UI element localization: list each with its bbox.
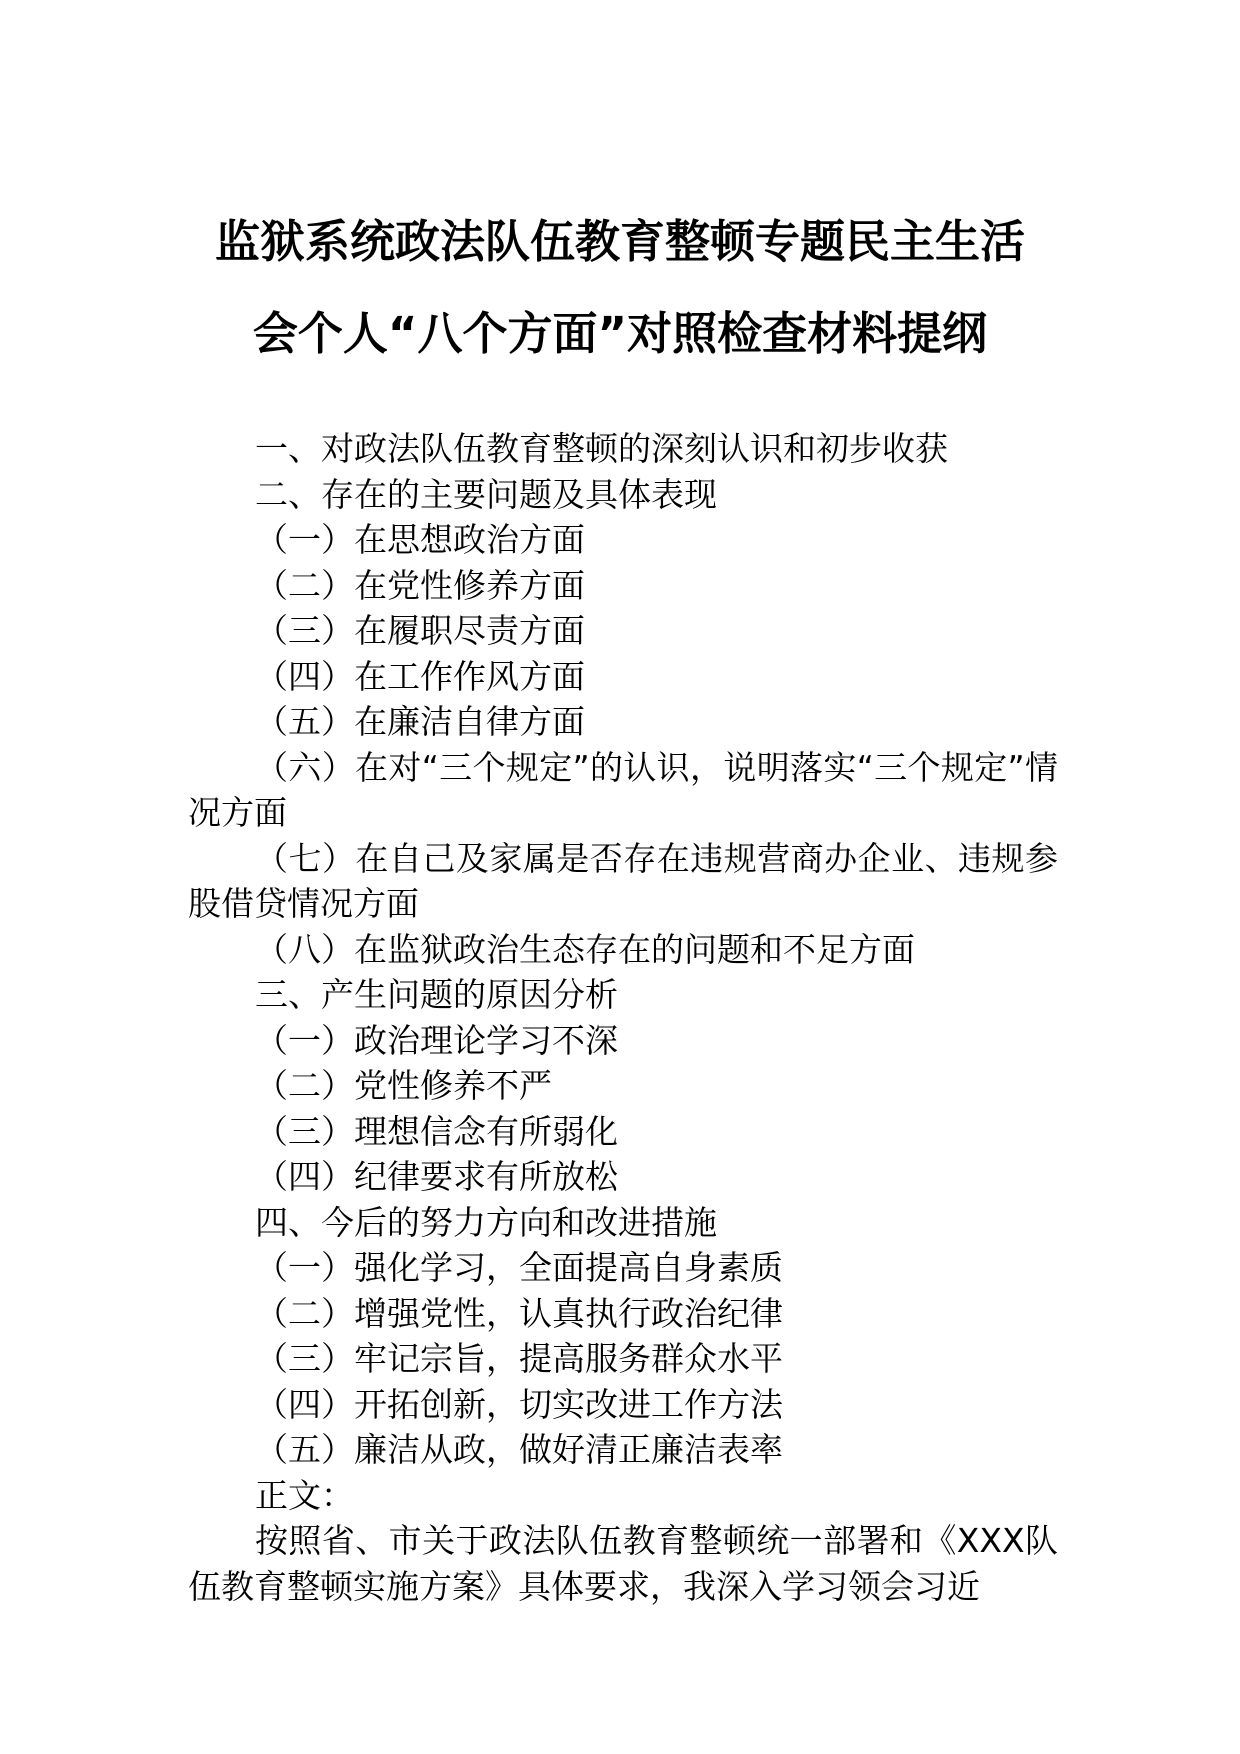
- outline-item: （八）在监狱政治生态存在的问题和不足方面: [255, 929, 915, 969]
- outline-item: （四）在工作作风方面: [255, 656, 585, 696]
- outline-item: （七）在自己及家属是否存在违规营商办企业、违规参股借贷情况方面: [188, 838, 1058, 923]
- outline-item: （六）在对“三个规定”的认识，说明落实“三个规定”情况方面: [188, 747, 1058, 832]
- outline-item: （五）廉洁从政，做好清正廉洁表率: [255, 1430, 783, 1469]
- outline-item: （一）在思想政治方面: [255, 520, 585, 559]
- outline-item: （三）牢记宗旨，提高服务群众水平: [255, 1339, 783, 1378]
- section-heading-1: 一、对政法队伍教育整顿的深刻认识和初步收获: [255, 429, 948, 468]
- outline-item: （二）党性修养不严: [255, 1066, 552, 1105]
- section-heading-2: 二、存在的主要问题及具体表现: [255, 474, 717, 514]
- outline-item: （三）理想信念有所弱化: [255, 1111, 618, 1151]
- outline-item: （三）在履职尽责方面: [255, 611, 585, 650]
- document-title-line-1: 监狱系统政法队伍教育整顿专题民主生活: [214, 215, 1025, 268]
- section-heading-4: 四、今后的努力方向和改进措施: [255, 1202, 717, 1242]
- outline-item: （一）政治理论学习不深: [255, 1020, 618, 1060]
- document-title-line-2: 会个人“八个方面”对照检查材料提纲: [252, 307, 988, 360]
- outline-item: （二）增强党性，认真执行政治纪律: [255, 1293, 783, 1333]
- outline-item: （二）在党性修养方面: [255, 565, 585, 605]
- main-text-label: 正文：: [255, 1475, 354, 1515]
- outline-item: （四）开拓创新，切实改进工作方法: [255, 1384, 783, 1424]
- outline-item: （五）在廉洁自律方面: [255, 702, 585, 741]
- outline-item: （一）强化学习，全面提高自身素质: [255, 1248, 783, 1287]
- outline-item: （四）纪律要求有所放松: [255, 1157, 618, 1196]
- main-text-paragraph: 按照省、市关于政法队伍教育整顿统一部署和《XXX队伍教育整顿实施方案》具体要求，我深入学习领会习近: [188, 1521, 1058, 1606]
- document-body: [188, 426, 1058, 1609]
- section-heading-3: 三、产生问题的原因分析: [255, 975, 618, 1014]
